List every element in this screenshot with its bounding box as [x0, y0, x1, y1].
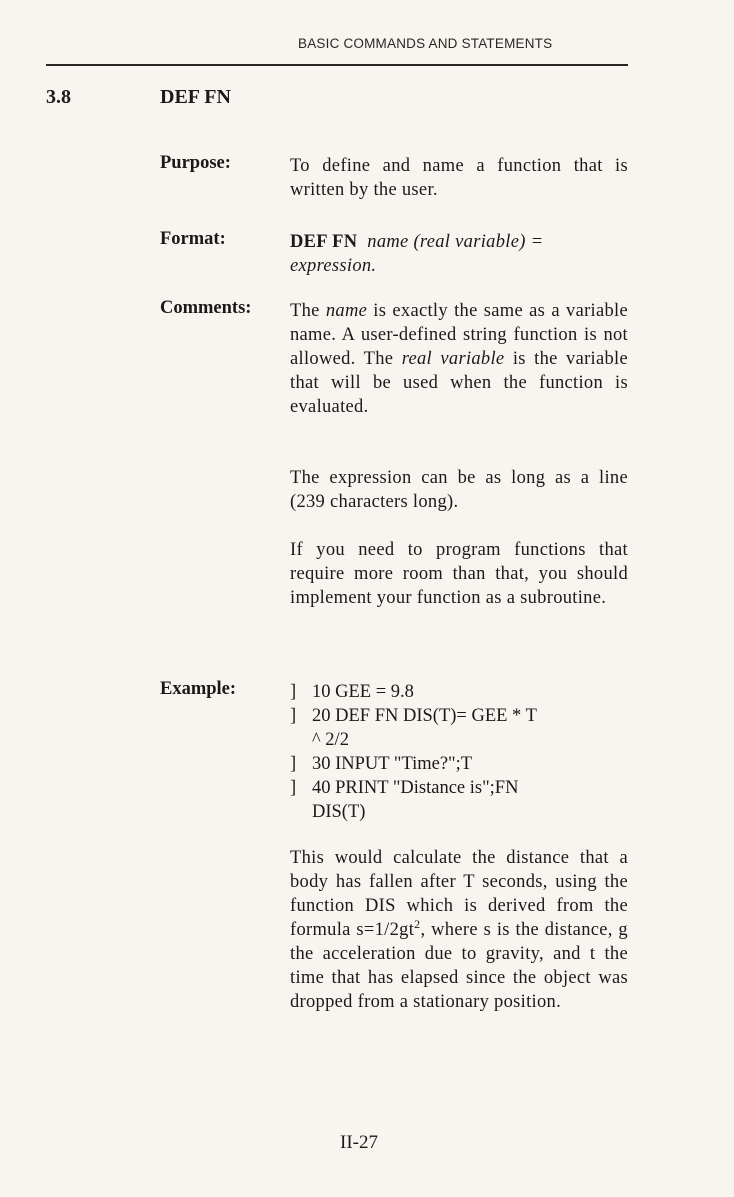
comments-p1-part: The	[290, 301, 326, 321]
prompt-bracket: ]	[290, 778, 297, 798]
code-line	[290, 752, 628, 776]
example-explanation	[290, 846, 628, 1014]
comments-p1-part: is the variable that will be used when the function is evaluated.	[290, 349, 628, 417]
prompt-bracket: ]	[290, 706, 297, 726]
format-text	[290, 230, 628, 278]
page-number-wrapper	[0, 1132, 734, 1154]
example-code	[290, 680, 628, 824]
code-text-continued: DIS(T)	[312, 802, 366, 822]
comments-label: Comments:	[160, 298, 252, 318]
section-number: 3.8	[46, 86, 71, 108]
running-header: BASIC COMMANDS AND STATEMENTS	[298, 36, 553, 51]
prompt-bracket: ]	[290, 754, 297, 774]
header-rule	[46, 64, 628, 66]
comments-p1-part: is exactly the same as a variable name. A user-defined string function is not allowed. The	[290, 301, 628, 369]
explanation-part: This would calculate the distance that a body has fallen after T seconds, using the function DIS which is derived from the formula s=1/2gt	[290, 848, 628, 940]
code-text: 40 PRINT "Distance is";FN	[312, 778, 519, 798]
code-text: 10 GEE = 9.8	[312, 682, 414, 702]
code-text-continued: ^ 2/2	[312, 730, 349, 750]
comments-paragraph-3: If you need to program functions that require more room than that, you should implement your function as a subroutine.	[290, 540, 628, 608]
page-number: II-27	[340, 1132, 378, 1153]
code-line	[290, 704, 628, 752]
section-title: DEF FN	[160, 86, 231, 108]
comments-paragraph-1	[290, 299, 628, 419]
code-line	[290, 680, 628, 704]
code-text: 30 INPUT "Time?";T	[312, 754, 473, 774]
purpose-label: Purpose:	[160, 153, 231, 173]
explanation-part: , where s is the distance, g the acceleration due to gravity, and t the time that has elapsed since the object was dropped from a stationary position.	[290, 920, 628, 1012]
format-label: Format:	[160, 229, 226, 249]
comments-p1-realvar: real variable	[401, 349, 505, 369]
code-line	[290, 776, 628, 824]
comments-paragraph-2: The expression can be as long as a line (239 characters long).	[290, 468, 628, 512]
prompt-bracket: ]	[290, 682, 297, 702]
comments-p1-name: name	[325, 301, 368, 321]
code-text: 20 DEF FN DIS(T)= GEE * T	[312, 706, 537, 726]
format-syntax: name (real variable) = expression.	[290, 232, 544, 276]
explanation-superscript: 2	[414, 916, 421, 931]
purpose-text: To define and name a function that is written by the user.	[290, 156, 628, 200]
format-keyword: DEF FN	[290, 232, 358, 252]
example-label: Example:	[160, 679, 237, 699]
